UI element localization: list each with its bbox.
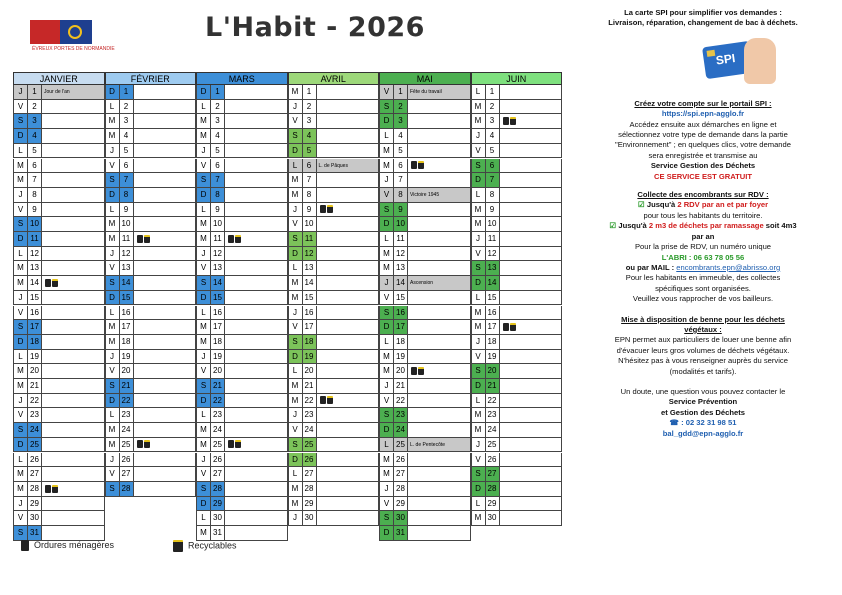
om-bin-icon (228, 440, 234, 448)
day-row: D 21 (471, 379, 563, 394)
recycling-bin-icon (52, 485, 58, 493)
day-row: S 7 (105, 173, 197, 188)
day-row: M 15 (288, 291, 380, 306)
day-row: S 25 (288, 438, 380, 453)
om-bin-icon (503, 117, 509, 125)
day-row: J 2 (288, 100, 380, 115)
recycling-bin-icon (144, 235, 150, 243)
day-row: S 17 (13, 320, 105, 335)
day-row: M 11 (105, 232, 197, 247)
day-row: V 24 (288, 423, 380, 438)
day-row: V 15 (379, 291, 471, 306)
month-header: JUIN (471, 72, 563, 85)
day-row: J 28 (379, 482, 471, 497)
day-row: D 8 (105, 188, 197, 203)
encombrants-email-link[interactable]: encombrants.epn@abrisso.org (676, 262, 781, 272)
day-row: J 12 (105, 247, 197, 262)
om-bin-icon (21, 540, 29, 551)
day-row: M 24 (196, 423, 288, 438)
day-row: V 9 (13, 203, 105, 218)
day-row: S 28 (105, 482, 197, 497)
day-row: M 13 (379, 261, 471, 276)
day-row: L 6 L. de Pâques (288, 159, 380, 174)
day-row: M 10 (471, 217, 563, 232)
day-row: L 23 (196, 408, 288, 423)
day-row: D 25 (13, 438, 105, 453)
day-row: V 20 (105, 364, 197, 379)
day-row: V 17 (288, 320, 380, 335)
day-row: S 6 (471, 159, 563, 174)
day-row: M 7 (13, 173, 105, 188)
recycling-bin-icon (327, 396, 333, 404)
day-row: L 18 (379, 335, 471, 350)
day-row: J 26 (105, 453, 197, 468)
day-row: M 14 (288, 276, 380, 291)
month-header: MAI (379, 72, 471, 85)
day-row: M 7 (288, 173, 380, 188)
day-row: V 22 (379, 394, 471, 409)
day-row: L 22 (471, 394, 563, 409)
month-header: MARS (196, 72, 288, 85)
spi-link[interactable]: https://spi.epn-agglo.fr (661, 109, 745, 119)
day-row: L 12 (13, 247, 105, 262)
day-row: M 1 (288, 85, 380, 100)
om-bin-icon (411, 367, 417, 375)
day-row: D 12 (288, 247, 380, 262)
day-row: S 23 (379, 408, 471, 423)
evreux-logo: ÉVREUX PORTES DE NORMANDIE (22, 18, 100, 64)
day-row: M 20 (13, 364, 105, 379)
day-row: M 6 (13, 159, 105, 174)
day-row: L 8 (471, 188, 563, 203)
day-row: M 24 (471, 423, 563, 438)
legend-om: Ordures ménagères (20, 540, 114, 551)
day-row: M 27 (13, 467, 105, 482)
day-row: J 21 (379, 379, 471, 394)
day-row: V 2 (13, 100, 105, 115)
day-row: L 30 (196, 511, 288, 526)
day-row: D 15 (105, 291, 197, 306)
day-row: M 26 (379, 453, 471, 468)
day-row: S 21 (105, 379, 197, 394)
day-row: V 6 (196, 159, 288, 174)
day-row: J 14 Ascension (379, 276, 471, 291)
day-row: J 15 (13, 291, 105, 306)
day-row: V 1 Fête du travail (379, 85, 471, 100)
day-row: L 1 (471, 85, 563, 100)
day-row: L 29 (471, 497, 563, 512)
day-row: V 20 (196, 364, 288, 379)
day-row: S 20 (471, 364, 563, 379)
day-row: L 11 (379, 232, 471, 247)
day-row: S 30 (379, 511, 471, 526)
day-row: J 5 (196, 144, 288, 159)
om-bin-icon (45, 279, 51, 287)
day-row: M 18 (105, 335, 197, 350)
recycling-bin-icon (235, 235, 241, 243)
day-row: M 2 (471, 100, 563, 115)
day-row: V 29 (379, 497, 471, 512)
day-row: D 11 (13, 232, 105, 247)
day-row: V 13 (196, 261, 288, 276)
day-row: M 24 (105, 423, 197, 438)
day-row: D 3 (379, 114, 471, 129)
page-title: L'Habit - 2026 (205, 12, 425, 43)
day-row: V 5 (471, 144, 563, 159)
day-row: J 4 (471, 129, 563, 144)
day-row: M 29 (288, 497, 380, 512)
day-row: M 20 (379, 364, 471, 379)
day-row: S 14 (105, 276, 197, 291)
day-row: L 9 (105, 203, 197, 218)
spi-card-image: SPI (700, 34, 778, 88)
day-row: M 12 (379, 247, 471, 262)
day-row: L 4 (379, 129, 471, 144)
day-row: J 23 (288, 408, 380, 423)
day-row: L 15 (471, 291, 563, 306)
day-row: L 19 (13, 350, 105, 365)
day-row: D 31 (379, 526, 471, 541)
day-row: D 17 (379, 320, 471, 335)
day-row: L 26 (13, 453, 105, 468)
day-row: M 30 (471, 511, 563, 526)
day-row: M 8 (288, 188, 380, 203)
day-row: V 12 (471, 247, 563, 262)
day-row: D 29 (196, 497, 288, 512)
om-bin-icon (137, 440, 143, 448)
month-header: AVRIL (288, 72, 380, 85)
day-row: V 19 (471, 350, 563, 365)
day-row: J 25 (471, 438, 563, 453)
day-row: J 18 (471, 335, 563, 350)
day-row: V 13 (105, 261, 197, 276)
day-row: M 5 (379, 144, 471, 159)
day-row: D 22 (105, 394, 197, 409)
day-row: J 19 (196, 350, 288, 365)
day-row: L 25 L. de Pentecôte (379, 438, 471, 453)
day-row: S 7 (196, 173, 288, 188)
day-row: M 13 (13, 261, 105, 276)
day-row: S 3 (13, 114, 105, 129)
day-row: J 16 (288, 306, 380, 321)
day-row: M 25 (105, 438, 197, 453)
day-row: D 10 (379, 217, 471, 232)
day-row: V 27 (105, 467, 197, 482)
recycling-bin-icon (235, 440, 241, 448)
recycling-bin-icon (144, 440, 150, 448)
day-row: V 10 (288, 217, 380, 232)
gdd-email-link[interactable]: bal_gdd@epn-agglo.fr (662, 428, 744, 438)
day-row: D 1 (105, 85, 197, 100)
day-row: M 21 (288, 379, 380, 394)
day-row: M 22 (288, 394, 380, 409)
day-row: L 2 (105, 100, 197, 115)
day-row: D 1 (196, 85, 288, 100)
recycling-bin-icon (418, 367, 424, 375)
day-row: S 11 (288, 232, 380, 247)
day-row: V 30 (13, 511, 105, 526)
day-row: M 17 (105, 320, 197, 335)
day-row: S 16 (379, 306, 471, 321)
day-row: S 18 (288, 335, 380, 350)
day-row: L 2 (196, 100, 288, 115)
day-row: M 18 (196, 335, 288, 350)
day-row: V 3 (288, 114, 380, 129)
day-row: L 9 (196, 203, 288, 218)
day-row: J 12 (196, 247, 288, 262)
day-row: D 24 (379, 423, 471, 438)
day-row: D 4 (13, 129, 105, 144)
day-row: V 23 (13, 408, 105, 423)
day-row: S 31 (13, 526, 105, 541)
day-row: M 6 (379, 159, 471, 174)
day-row: M 3 (196, 114, 288, 129)
day-row: S 28 (196, 482, 288, 497)
day-row: S 9 (379, 203, 471, 218)
info-panel: La carte SPI pour simplifier vos demandes : Livraison, réparation, changement de bac à déchets. Créez votre compte sur le portail SPI : https://spi.epn-agglo.fr Accédez ensuite aux démarches en ligne et sélectionnez votre type de demande dans la partie "Environnement" ; en quelques clics, votre demande sera enregistrée et transmise au Service Gestion des Déchets CE SERVICE EST GRATUIT Collecte des encombrants sur RDV : ☑ Jusqu'à 2 RDV par an et par foyer pour tous les habitants du territoire. ☑ Jusqu'à 2 m3 de déchets par ramassage soit 4m3 par an Pour la prise de RDV, un numéro unique L'ABRI : 06 63 78 05 56 ou par MAIL : encombrants.epn@abrisso.org Pour les habitants en immeuble, des collectes spécifiques sont organisées. Veuillez vous rapprocher de vos bailleurs. Mise à disposition de benne pour les déchets végétaux : EPN permet aux particuliers de louer une benne afin d'évacuer leurs gros volumes de déchets végétaux. N'hésitez pas à vous renseigner auprès du service (modalités et tarifs). Un doute, une question vous pouvez contacter le Service Prévention et Gestion des Déchets ☎ : 02 32 31 98 51 bal_gdd@epn-agglo.fr (568, 8, 838, 439)
day-row: D 7 (471, 173, 563, 188)
om-bin-icon (228, 235, 234, 243)
day-row: L 20 (288, 364, 380, 379)
day-row: V 16 (13, 306, 105, 321)
day-row: M 14 (13, 276, 105, 291)
day-row: M 21 (13, 379, 105, 394)
day-row: S 27 (471, 467, 563, 482)
day-row: D 14 (471, 276, 563, 291)
om-bin-icon (320, 396, 326, 404)
day-row: S 21 (196, 379, 288, 394)
recycling-bin-icon (510, 117, 516, 125)
day-row: M 9 (471, 203, 563, 218)
day-row: S 2 (379, 100, 471, 115)
recycling-bin-icon (510, 323, 516, 331)
day-row: S 14 (196, 276, 288, 291)
day-row: M 3 (105, 114, 197, 129)
recycling-bin-icon (327, 205, 333, 213)
day-row: M 28 (13, 482, 105, 497)
month-header: FÉVRIER (105, 72, 197, 85)
day-row: M 10 (196, 217, 288, 232)
om-bin-icon (411, 161, 417, 169)
om-bin-icon (320, 205, 326, 213)
day-row: M 4 (196, 129, 288, 144)
day-row: J 9 (288, 203, 380, 218)
day-row: D 18 (13, 335, 105, 350)
day-row: J 29 (13, 497, 105, 512)
day-row: J 19 (105, 350, 197, 365)
day-row: J 30 (288, 511, 380, 526)
day-row: V 27 (196, 467, 288, 482)
day-row: L 23 (105, 408, 197, 423)
day-row: M 25 (196, 438, 288, 453)
day-row: L 27 (288, 467, 380, 482)
day-row: V 8 Victoire 1945 (379, 188, 471, 203)
day-row: S 24 (13, 423, 105, 438)
recycling-bin-icon (52, 279, 58, 287)
day-row: L 16 (196, 306, 288, 321)
day-row: J 26 (196, 453, 288, 468)
day-row: D 19 (288, 350, 380, 365)
day-row: M 23 (471, 408, 563, 423)
day-row: J 7 (379, 173, 471, 188)
day-row: M 10 (105, 217, 197, 232)
day-row: D 8 (196, 188, 288, 203)
day-row: J 22 (13, 394, 105, 409)
day-row: M 27 (379, 467, 471, 482)
day-row: J 1 Jour de l'an (13, 85, 105, 100)
day-row: L 16 (105, 306, 197, 321)
day-row: J 5 (105, 144, 197, 159)
day-row: M 17 (196, 320, 288, 335)
day-row: D 5 (288, 144, 380, 159)
day-row: M 11 (196, 232, 288, 247)
day-row: V 26 (471, 453, 563, 468)
day-row: M 31 (196, 526, 288, 541)
day-row: D 28 (471, 482, 563, 497)
month-header: JANVIER (13, 72, 105, 85)
day-row: V 6 (105, 159, 197, 174)
day-row: M 3 (471, 114, 563, 129)
day-row: L 5 (13, 144, 105, 159)
day-row: M 19 (379, 350, 471, 365)
day-row: M 16 (471, 306, 563, 321)
day-row: S 4 (288, 129, 380, 144)
om-bin-icon (137, 235, 143, 243)
day-row: L 13 (288, 261, 380, 276)
day-row: J 11 (471, 232, 563, 247)
day-row: D 26 (288, 453, 380, 468)
om-bin-icon (45, 485, 51, 493)
day-row: S 10 (13, 217, 105, 232)
om-bin-icon (503, 323, 509, 331)
day-row: D 22 (196, 394, 288, 409)
recycling-bin-icon (173, 540, 183, 552)
day-row: M 17 (471, 320, 563, 335)
day-row: S 13 (471, 261, 563, 276)
legend-rc: Recyclables (172, 540, 237, 552)
recycling-bin-icon (418, 161, 424, 169)
day-row: D 15 (196, 291, 288, 306)
day-row: J 8 (13, 188, 105, 203)
day-row: M 28 (288, 482, 380, 497)
day-row: M 4 (105, 129, 197, 144)
